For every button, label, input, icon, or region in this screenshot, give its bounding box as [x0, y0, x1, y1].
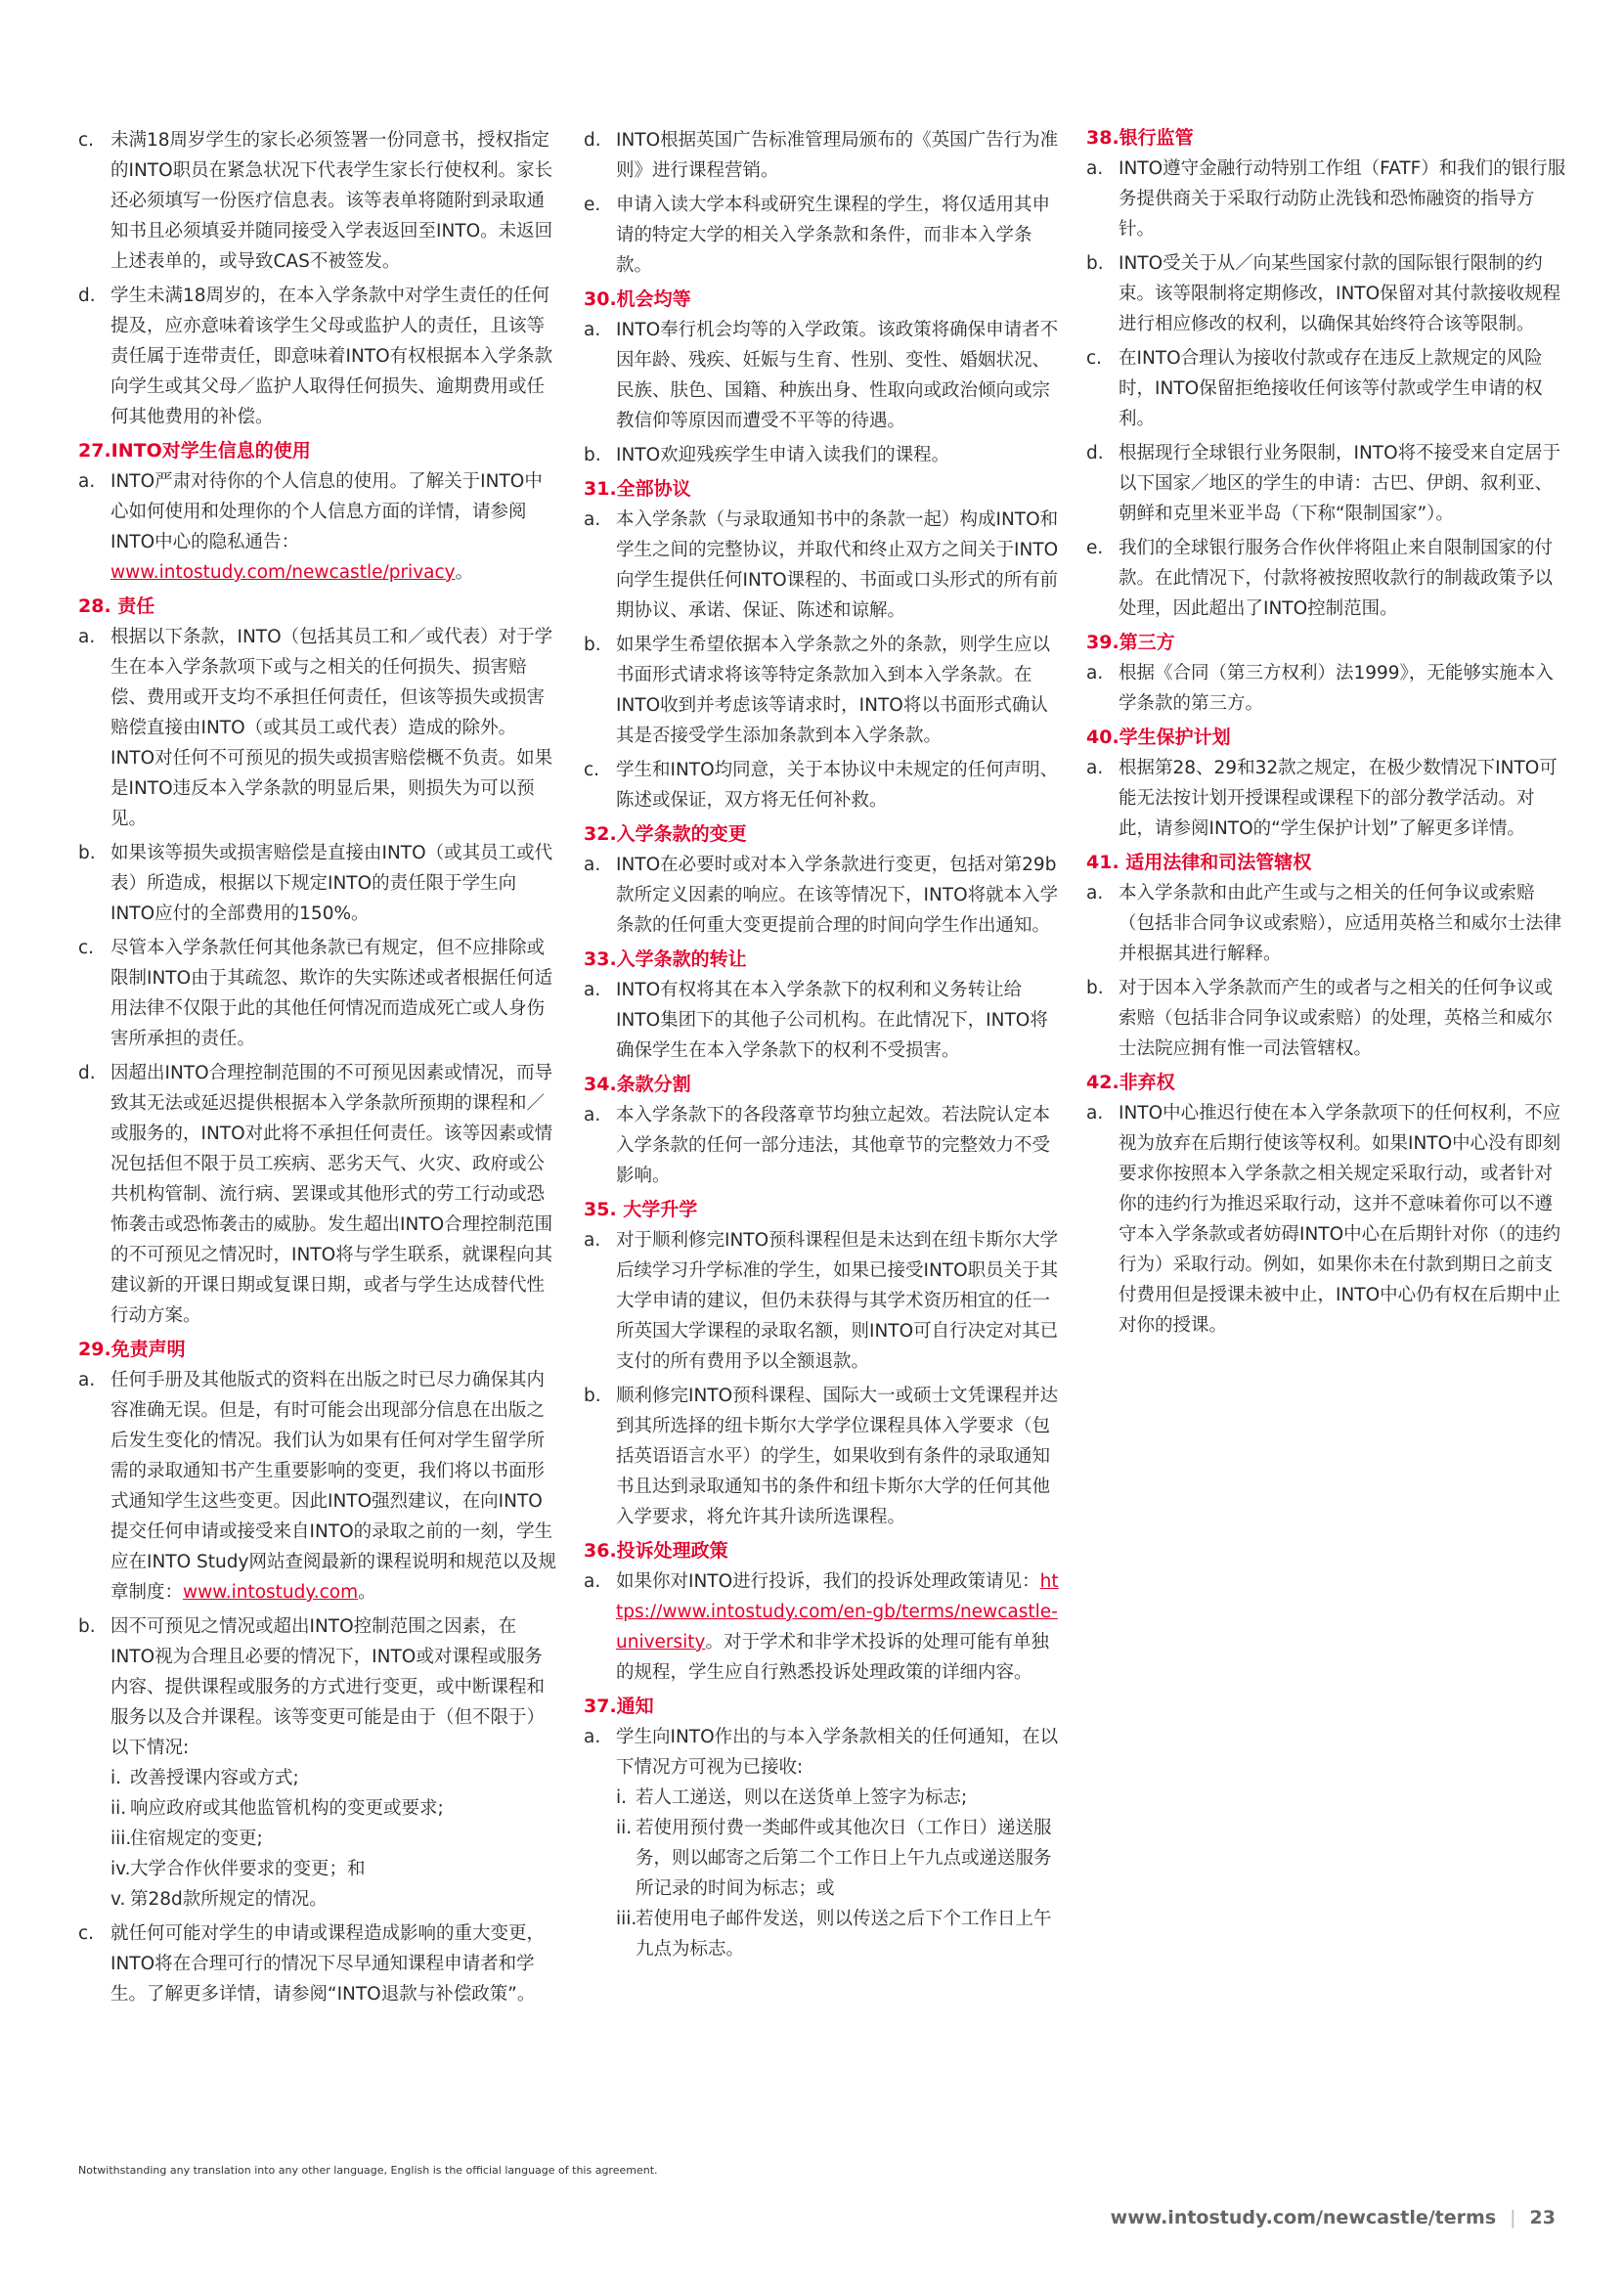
section-32-title: 32.入学条款的变更: [584, 823, 747, 845]
section-34-title: 34.条款分割: [584, 1074, 691, 1095]
clause-35b: b. 顺利修完INTO预科课程、国际大一或硕士文凭课程并达到其所选择的纽卡斯尔大学学位课程具体入学要求（包括英语语言水平）的学生，如果收到有条件的录取通知书且达到录取通知书的条件和纽卡斯尔大学的任何其他入学要求，将允许其升读所选课程。: [584, 1386, 1059, 1527]
clause-29b-iv: iv. 大学合作伙伴要求的变更；和: [110, 1859, 366, 1879]
clause-40a: a. 根据第28、29和32款之规定，在极少数情况下INTO可能无法按计划开授课程或课程下的部分教学活动。对此，请参阅INTO的“学生保护计划”了解更多详情。: [1086, 758, 1558, 839]
clause-29b-v: v. 第28d款所规定的情况。: [110, 1889, 328, 1910]
clause-28c: c. 尽管本入学条款任何其他条款已有规定，但不应排除或限制INTO由于其疏忽、欺诈的失实陈述或者根据任何适用法律不仅限于此的其他任何情况而造成死亡或人身伤害所承担的责任。: [78, 938, 553, 1049]
clause-28d: d. 因超出INTO合理控制范围的不可预见因素或情况，而导致其无法或延迟提供根据本入学条款所预期的课程和／或服务的，INTO对此将不承担任何责任。该等因素或情况包括但不限于员工疾病、恶劣天气、火灾、政府或公共机构管制、流行病、罢课或其他形式的劳工行动或恐怖袭击或恐怖袭击的威胁。发生超出INTO合理控制范围的不可预见之情况时，INTO将与学生联系，就课程向其建议新的开课日期或复课日期，或者与学生达成替代性行动方案。: [78, 1063, 553, 1326]
clause-34a: a. 本入学条款下的各段落章节均独立起效。若法院认定本入学条款的任何一部分违法，其他章节的完整效力不受影响。: [584, 1105, 1051, 1186]
clause-38e: e. 我们的全球银行服务合作伙伴将阻止来自限制国家的付款。在此情况下，付款将被按照收款行的制裁政策予以处理，因此超出了INTO控制范围。: [1086, 538, 1554, 619]
section-28-title: 28. 责任: [78, 595, 155, 617]
section-35-title: 35. 大学升学: [584, 1199, 698, 1220]
section-42-title: 42.非弃权: [1086, 1072, 1175, 1093]
clause-37a-iii: iii. 若使用电子邮件发送，则以传送之后下个工作日上午九点为标志。: [616, 1909, 1052, 1960]
clause-38c: c. 在INTO合理认为接收付款或存在违反上款规定的风险时，INTO保留拒绝接收任何该等付款或学生申请的权利。: [1086, 348, 1543, 429]
clause-29d: d. INTO根据英国广告标准管理局颁布的《英国广告行为准则》进行课程营销。: [584, 130, 1059, 181]
clause-37a: a. 学生向INTO作出的与本入学条款相关的任何通知，在以下情况方可视为已接收: i. 若人工递送，则以在送货单上签字为标志; ii. 若使用预付费一类邮件或其他次日（工作日）递送服务，则以邮寄之后第二个工作日上午九点或递送服务所记录的时间为标志；或 iii. 若使用电子邮件发送，则以传送之后下个工作日上午九点为标志。: [584, 1722, 1065, 1964]
clause-41a: a. 本入学条款和由此产生或与之相关的任何争议或索赔（包括非合同争议或索赔），应适用英格兰和威尔士法律并根据其进行解释。: [1086, 883, 1562, 964]
clause-38b: b. INTO受关于从／向某些国家付款的国际银行限制的约束。该等限制将定期修改，INTO保留对其付款接收规程进行相应修改的权利，以确保其始终符合该等限制。: [1086, 253, 1561, 334]
section-31-title: 31.全部协议: [584, 478, 691, 500]
footer-url[interactable]: www.intostudy.com/newcastle/terms: [1110, 2207, 1497, 2228]
clause-29e: e. 申请入读大学本科或研究生课程的学生，将仅适用其申请的特定大学的相关入学条款和条件，而非本入学条款。: [584, 195, 1051, 276]
clause-42a: a. INTO中心推迟行使在本入学条款项下的任何权利，不应视为放弃在后期行使该等权利。如果INTO中心没有即刻要求你按照本入学条款之相关规定采取行动，或者针对你的违约行为推迟采取行动，这并不意味着你可以不遵守本入学条款或者妨碍INTO中心在后期针对你（的违约行为）采取行动。例如，如果你未在付款到期日之前支付费用但是授课未被中止，INTO中心仍有权在后期中止对你的授课。: [1086, 1103, 1561, 1336]
clause-29b-ii: ii. 响应政府或其他监管机构的变更或要求;: [110, 1798, 444, 1819]
clause-28a: a. 根据以下条款，INTO（包括其员工和／或代表）对于学生在本入学条款项下或与之相关的任何损失、损害赔偿、费用或开支均不承担任何责任，但该等损失或损害赔偿直接由INTO（或其员工或代表）造成的除外。INTO对任何不可预见的损失或损害赔偿概不负责。如果是INTO违反本入学条款的明显后果，则损失为可以预见。: [78, 627, 553, 829]
clause-37a-i: i. 若人工递送，则以在送货单上签字为标志;: [616, 1787, 968, 1808]
section-27-title: 27.INTO对学生信息的使用: [78, 440, 311, 462]
section-36-title: 36.投诉处理政策: [584, 1540, 728, 1562]
clause-37a-ii: ii. 若使用预付费一类邮件或其他次日（工作日）递送服务，则以邮寄之后第二个工作日上午九点或递送服务所记录的时间为标志；或: [616, 1818, 1052, 1899]
section-41-title: 41. 适用法律和司法管辖权: [1086, 852, 1312, 873]
clause-32a: a. INTO在必要时或对本入学条款进行变更，包括对第29b款所定义因素的响应。在该等情况下，INTO将就本入学条款的任何重大变更提前合理的时间向学生作出通知。: [584, 855, 1059, 936]
page-number: 23: [1529, 2207, 1556, 2228]
clause-26c: c. 未满18周岁学生的家长必须签署一份同意书，授权指定的INTO职员在紧急状况下代表学生家长行使权利。家长还必须填写一份医疗信息表。该等表单将随附到录取通知书且必须填妥并随同接受入学表返回至INTO。未返回上述表单的，或导致CAS不被签发。: [78, 130, 553, 272]
section-37-title: 37.通知: [584, 1696, 654, 1717]
column-left: [78, 125, 559, 2013]
section-30-title: 30.机会均等: [584, 288, 691, 310]
privacy-link[interactable]: www.intostudy.com/newcastle/privacy: [110, 562, 456, 583]
clause-29b-i: i. 改善授课内容或方式;: [110, 1768, 299, 1788]
clause-31c: c. 学生和INTO均同意，关于本协议中未规定的任何声明、陈述或保证，双方将无任何补救。: [584, 760, 1059, 811]
clause-29c: c. 就任何可能对学生的申请或课程造成影响的重大变更，INTO将在合理可行的情况下尽早通知课程申请者和学生。了解更多详情，请参阅“INTO退款与补偿政策”。: [78, 1923, 546, 2005]
clause-29b: b. 因不可预见之情况或超出INTO控制范围之因素，在INTO视为合理且必要的情况下，INTO或对课程或服务内容、提供课程或服务的方式进行变更，或中断课程和服务以及合并课程。该等变更可能是由于（但不限于）以下情况: i. 改善授课内容或方式; ii. 响应政府或其他监管机构的变更或要求; iii. 住宿规定的变更; iv. 大学合作伙伴要求的变更；和 v. 第28d款所规定的情况。: [78, 1611, 559, 1915]
page-footer: [1111, 2207, 1556, 2228]
section-39-title: 39.第三方: [1086, 632, 1175, 653]
clause-31b: b. 如果学生希望依据本入学条款之外的条款，则学生应以书面形式请求将该等特定条款加入到本入学条款。在INTO收到并考虑该等请求时，INTO将以书面形式确认其是否接受学生添加条款到本入学条款。: [584, 635, 1051, 746]
clause-29b-iii: iii. 住宿规定的变更;: [110, 1829, 263, 1849]
footer-divider: |: [1510, 2207, 1516, 2228]
language-footnote: Notwithstanding any translation into any other language, English is the official language of this agreement.: [78, 2164, 658, 2177]
clause-38d: d. 根据现行全球银行业务限制，INTO将不接受来自定居于以下国家／地区的学生的申请：古巴、伊朗、叙利亚、朝鲜和克里米亚半岛（下称“限制国家”）。: [1086, 443, 1561, 524]
column-right: [1086, 125, 1567, 1344]
clause-38a: a. INTO遵守金融行动特别工作组（FATF）和我们的银行服务提供商关于采取行动防止洗钱和恐怖融资的指导方针。: [1086, 158, 1566, 240]
clause-36a: a. 如果你对INTO进行投诉，我们的投诉处理政策请见：https://www.intostudy.com/en-gb/terms/newcastle-university。对于学术和非学术投诉的处理可能有单独的规程，学生应自行熟悉投诉处理政策的详细内容。: [584, 1571, 1059, 1683]
section-40-title: 40.学生保护计划: [1086, 727, 1231, 748]
clause-30b: b. INTO欢迎残疾学生申请入读我们的课程。: [584, 445, 950, 465]
clause-41b: b. 对于因本入学条款而产生的或者与之相关的任何争议或索赔（包括非合同争议或索赔）的处理，英格兰和威尔士法院应拥有惟一司法管辖权。: [1086, 978, 1554, 1059]
clause-35a: a. 对于顺利修完INTO预科课程但是未达到在纽卡斯尔大学后续学习升学标准的学生，如果已接受INTO职员关于其大学申请的建议，但仍未获得与其学术资历相宜的任一所英国大学课程的录取名额，则INTO可自行决定对其已支付的所有费用予以全额退款。: [584, 1230, 1059, 1372]
clause-27a: a. INTO严肃对待你的个人信息的使用。了解关于INTO中心如何使用和处理你的个人信息方面的详情，请参阅INTO中心的隐私通告：www.intostudy.com/newcastle/privacy。: [78, 471, 543, 583]
section-33-title: 33.入学条款的转让: [584, 948, 747, 970]
section-29-title: 29.免责声明: [78, 1339, 186, 1360]
clause-29a: a. 任何手册及其他版式的资料在出版之时已尽力确保其内容准确无误。但是，有时可能会出现部分信息在出版之后发生变化的情况。我们认为如果有任何对学生留学所需的录取通知书产生重要影响的变更，我们将以书面形式通知学生这些变更。因此INTO强烈建议，在向INTO提交任何申请或接受来自INTO的录取之前的一刻，学生应在INTO Study网站查阅最新的课程说明和规范以及规章制度：www.intostudy.com。: [78, 1370, 556, 1603]
section-38-title: 38.银行监管: [1086, 127, 1194, 149]
intostudy-link[interactable]: www.intostudy.com: [183, 1582, 359, 1603]
complaints-link[interactable]: https://www.intostudy.com/en-gb/terms/newcastle-university: [616, 1571, 1059, 1653]
clause-33a: a. INTO有权将其在本入学条款下的权利和义务转让给INTO集团下的其他子公司机构。在此情况下，INTO将确保学生在本入学条款下的权利不受损害。: [584, 980, 1048, 1061]
clause-30a: a. INTO奉行机会均等的入学政策。该政策将确保申请者不因年龄、残疾、妊娠与生育、性别、变性、婚姻状况、民族、肤色、国籍、种族出身、性取向或政治倾向或宗教信仰等原因而遭受不平等的待遇。: [584, 320, 1059, 431]
column-middle: [584, 125, 1065, 1968]
clause-26d: d. 学生未满18周岁的，在本入学条款中对学生责任的任何提及，应亦意味着该学生父母或监护人的责任，且该等责任属于连带责任，即意味着INTO有权根据本入学条款向学生或其父母／监护人取得任何损失、逾期费用或任何其他费用的补偿。: [78, 286, 553, 427]
clause-31a: a. 本入学条款（与录取通知书中的条款一起）构成INTO和学生之间的完整协议，并取代和终止双方之间关于INTO向学生提供任何INTO课程的、书面或口头形式的所有前期协议、承诺、保证、陈述和谅解。: [584, 509, 1059, 621]
clause-28b: b. 如果该等损失或损害赔偿是直接由INTO（或其员工或代表）所造成，根据以下规定INTO的责任限于学生向INTO应付的全部费用的150%。: [78, 843, 553, 924]
clause-39a: a. 根据《合同（第三方权利）法1999》，无能够实施本入学条款的第三方。: [1086, 663, 1554, 714]
